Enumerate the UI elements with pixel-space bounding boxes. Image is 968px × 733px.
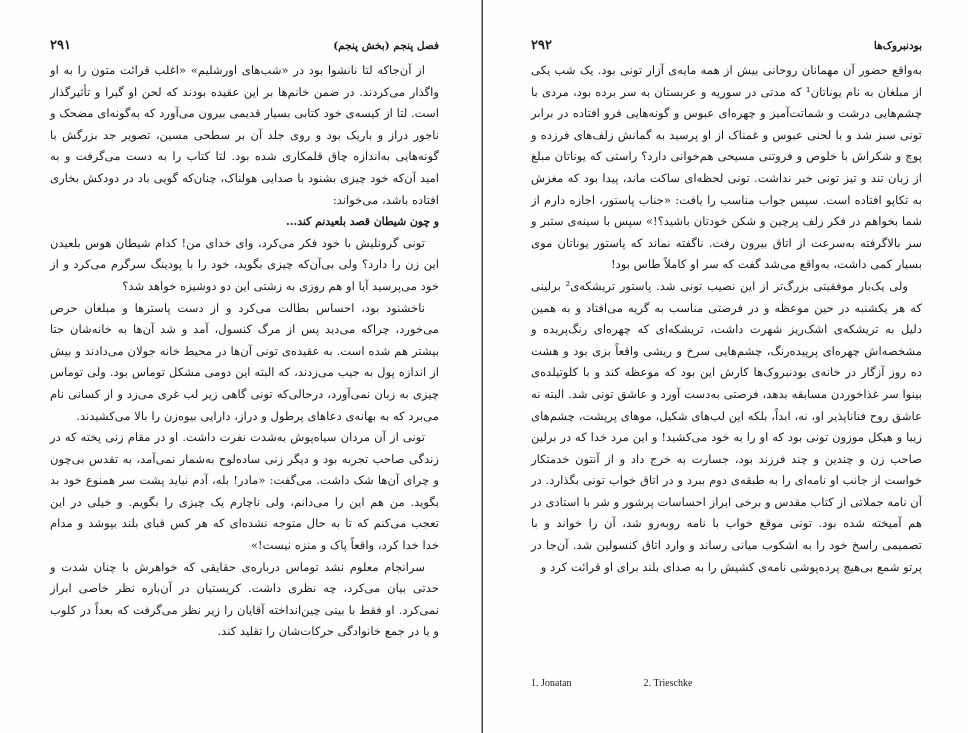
running-title: فصل پنجم (بخش پنجم) bbox=[333, 40, 439, 52]
paragraph: سرانجام معلوم نشد توماس درباره‌ی حقایقی که خواهرش با چنان شدت و حدتی بیان می‌کرد، چه نظری داشت. کریستیان در آن‌باره نظر خاصی ابراز نمی‌کرد. او فقط با بینی چین‌انداخته آقایان را زیر نظر می‌گرفت که بعداً در کلوب و یا در جمع خانوادگی حرکات‌شان را تقلید کند. bbox=[50, 559, 439, 639]
paragraph: ناخشنود بود، احساس بطالت می‌کرد و از دست پاسترها و مبلغان حرص می‌خورد، چراکه می‌دید پس از مرگ کنسول، آمد و شد آن‌ها به خانه‌شان حتا بیشتر هم شده است. به عقیده‌ی تونی آن‌ها در محیط خانه جولان می‌دادند و بیش از اندازه پول به جیب می‌زدند، که البته این دومی مشکل توماس بود. ولی توماس چیزی به زبان نمی‌آورد، درحالی‌که تونی گاهی زیر لب غری می‌زد و از کسانی نام می‌برد که به بهانه‌ی دعاهای پرطول و دراز، دارایی بیوه‌زن را بالا می‌کشیدند. bbox=[50, 300, 439, 423]
page-number: ۲۹۲ bbox=[531, 38, 552, 53]
paragraph: ولی یک‌بار موفقیتی بزرگ‌تر از این نصیب تونی شد. پاستور تریشکه‌ی² برلینی که هر یکشنبه در حین موعظه و در فرصتی مناسب به گریه می‌افتاد و به همین دلیل به تریشکه‌ی اشک‌ریز شهرت داشت، تریشکه‌ای که چهره‌ای رنگ‌پریده و مشخصه‌اش چهره‌ای پرپیده‌رنگ، چشم‌هایی سرخ و ریشی واقعاً بزی بود و هشت ده روز آزگار در خانه‌ی بودنبروک‌ها کارش این بود که موعظه کند و با کلوتیلده‌ی بینوا سر غذاخوردن مسابقه بدهد، فرصتی به‌دست آورد و عاشق تونی شد. البته نه عاشق روح فناناپذیر او، نه، ابداً، بلکه این لب‌های شکیل، موهای پرپشت، چشم‌های زیبا و هیکل موزون تونی بود که او را به خود می‌کشید! و این مرد خدا که در برلین صاحب زن و چندین و چند فرزند بود، جسارت به خرج داد و از آنتون خدمتکار خواست از جانب او نامه‌ای را به طبقه‌ی دوم ببرد و در اتاق خواب تونی بگذارد. در آن نامه جملاتی از کتاب مقدس و برخی ابراز احساسات پرشور و شر با استادی در هم آمیخته شده بود. تونی موقع خواب با نامه روبه‌رو شد، آن را خواند و با تصمیمی راسخ خود را به اشکوب میانی رساند و وارد اتاق کنسولین شد. آن‌جا در پرتو شمع بی‌هیچ پرده‌پوشی نامه‌ی کشیش را به صدای بلند برای او قرائت کرد و bbox=[531, 278, 922, 574]
page-number: ۲۹۱ bbox=[50, 38, 71, 53]
footnotes bbox=[531, 678, 922, 689]
right-page-body bbox=[531, 60, 922, 578]
left-page bbox=[0, 0, 483, 733]
paragraph: تونی گرونلیش با خود فکر می‌کرد، وای خدای من! کدام شیطان هوس بلعیدن این زن را دارد؟ ولی بی‌آن‌که چیزی بگوید، خود را با پودینگ سرگرم می‌کرد و از خود می‌پرسید آیا او هم روزی به زشتی این دو دوشیزه خواهد شد؟ bbox=[50, 235, 439, 293]
quoted-subheading: و چون شیطان قصد بلعیدنم کند... bbox=[285, 215, 439, 229]
right-page bbox=[483, 0, 968, 733]
paragraph: از آن‌جاکه لتا نانشوا بود در «شب‌های اورشلیم» «اغلب قرائت متون را به او واگذار می‌کردند. در ضمن خانم‌ها بر این عقیده بودند که لحن او گیرا و تأثیرگذار است. لتا از کیسه‌ی خود کتابی بسیار قدیمی بیرون می‌آورد که به‌گونه‌ای مضحک و ناجور دراز و باریک بود و روی جلد آن بر سطحی مسین، تصویر جد بزرگش با گونه‌هایی به‌اندازه چاق قلمکاری شده بود. لتا کتاب را به دست می‌گرفت و به امید آن‌که خود چیزی بشنود با صدایی هولناک، چنان‌که گویی باد در دودکش بخاری افتاده باشد، می‌خواند: bbox=[50, 63, 439, 207]
right-page-header bbox=[531, 38, 922, 60]
paragraph: به‌واقع حضور آن مهمانان روحانی بیش از همه مایه‌ی آزار تونی بود. یک شب یکی از مبلغان به نام یوناتان¹ که مدتی در سوریه و عربستان به سر برده بود، مردی با چشم‌هایی درشت و شماتت‌آمیز و چهره‌ای عبوس و گونه‌هایی فرو افتاده در برابر تونی سبز شد و با لحنی عبوس و غمناک از او پرسید به گمانش زلف‌های فرزده و پوچ و شکراش با خلوص و فروتنی مسیحی هم‌خوانی دارد؟ راستی که یوناتان مبلغ از زبان تند و تیز تونی خبر نداشت. تونی لحظه‌ای ساکت ماند، پیدا بود که مغزش به تکاپو افتاده است. سپس جواب مناسب را یافت: «جناب پاستور، اجازه دارم از شما بخواهم در فکر زلف پرچین و شکن خودتان باشید؟!» سپس با سینه‌ی ستبر و سر بالاگرفته به‌سرعت از اتاق بیرون رفت. ناگفته نماند که پاستور یوناتان موی بسیار کمی داشت، به‌واقع می‌شد گفت که سر او کاملاً طاس بود! bbox=[531, 63, 922, 272]
paragraph: تونی از آن مردان سیاه‌پوش به‌شدت نفرت داشت. او در مقام زنی پخته که در زندگی صاحب تجربه بود و دیگر زنی ساده‌لوح به‌شمار نمی‌آمد، به تقدس بی‌چون و چرای آن‌ها شک داشت. می‌گفت: «مادر! بله، آدم نباید پشت سر همنوع خود بد بگوید. من هم این را می‌دانم، ولی ناچارم یک چیزی را بگویم. و خیلی در این تعجب می‌کنم که تا به حال متوجه نشده‌ای که هر کس قبای بلند بپوشد و مدام خدا خدا کرد، واقعاً پاک و منزه نیست!» bbox=[50, 430, 439, 553]
running-title: بودنبروک‌ها bbox=[873, 40, 922, 52]
left-page-body bbox=[50, 60, 439, 643]
left-page-header bbox=[50, 38, 439, 60]
footnote: 2. Trieschke bbox=[643, 678, 693, 689]
footnote: 1. Jonatan bbox=[531, 678, 572, 689]
